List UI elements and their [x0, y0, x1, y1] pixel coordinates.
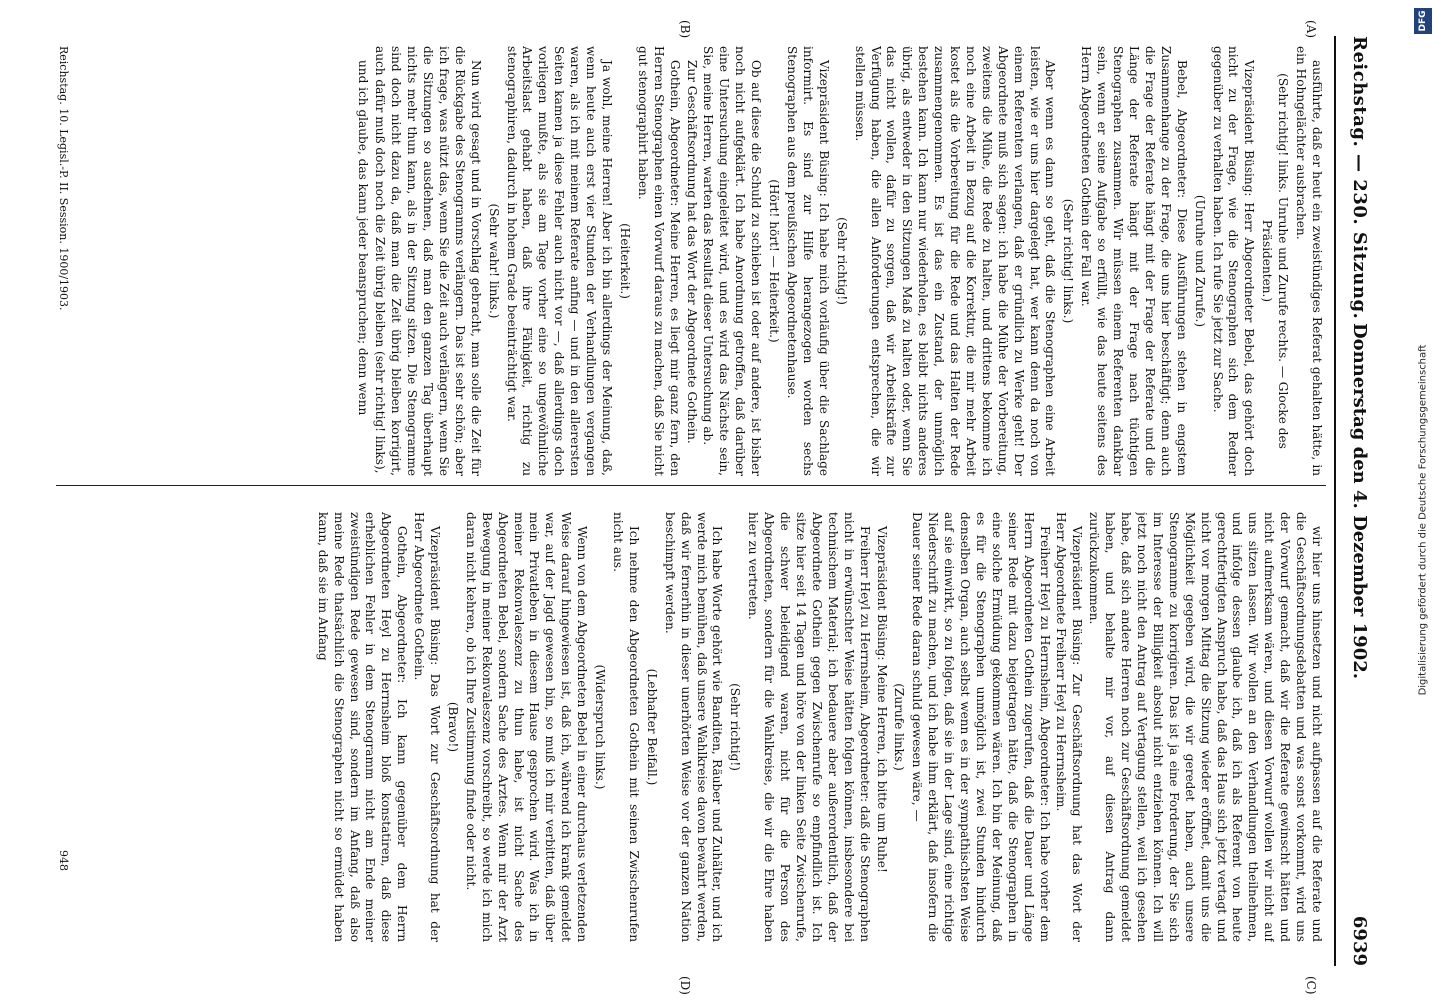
sheet-number: 948 — [57, 850, 70, 871]
paragraph: Ich habe Worte gehört wie Banditen, Räuber und Zuhälter, und ich werde mich bemühen, daß unsere Wahlkreise davon bewahrt werden, daß wir fernerhin in dieser unerhörten Weise vor der ganzen Nation beschimpft werden. — [662, 512, 725, 942]
column-divider — [56, 485, 1326, 486]
right-column — [54, 512, 1324, 942]
margin-marker-b: (B) — [678, 20, 692, 39]
paragraph: Nun wird gesagt und in Vorschlag gebracht, man solle die Zeit für die Rückgabe des Stenogramms verlängern. Das ist sehr schön; aber ich frage, was nützt das, wenn Sie die Zeit auch verlängern, wenn Sie die Sitzungen so ausdehnen, daß man den ganzen Tag überhaupt nichts mehr thun kann, als in der Sitzung sitzen. Die Stenogramme sind doch nicht dazu da, daß man die Zeit übrig bleiben korrigirt, auch dafür muß doch noch die Zeit übrig bleiben (sehr richtig! links), — [373, 46, 483, 476]
paragraph: Aber wenn es dann so geht, daß die Stenographen eine Arbeit leisten, wie er uns hier dargelegt hat, wer kann denn da noch von einem Referenten verlangen, daß er gründlich zu Werke geht! Der Abgeordnete muß sich sagen: ich habe die Mühe der Vorbereitung, zweitens die Mühe, die Rede zu halten, und drittens bekomme ich noch eine Arbeit in Bezug auf die Korrektur, die mir mehr Arbeit kostet als die Vorbereitung für die Rede und das Halten der Rede zusammengenommen. Es ist das ein Zustand, der unmöglich bestehen kann. Ich kann nur wiederholen, es bleibt nichts anderes übrig, als entweder in den Sitzungen Maß zu halten oder, wenn Sie das nicht wollen, dafür zu sorgen, daß wir Arbeitskräfte zur Verfügung haben, die allen Anforderungen entsprechen, die wir stellen müssen. — [852, 46, 1058, 476]
paragraph: Gothein, Abgeordneter: Meine Herren, es liegt mir ganz fern, den Herren Stenographen einen Vorwurf daraus zu machen, daß Sie nicht gut stenographirt haben. — [635, 46, 682, 476]
paragraph: (Zurufe links.) — [892, 683, 907, 771]
paragraph: (Heiterkeit.) — [617, 223, 632, 299]
dfg-logo-text: DFG — [1418, 10, 1428, 32]
paragraph: (Sehr richtig!) — [834, 217, 849, 305]
paragraph: Wenn von dem Abgeordneten Bebel in einer durchaus verletzenden Weise darauf hingewiesen ist, daß ich, während ich krank gemeldet war, auf der Jagd gewesen bin, so muß ich mir verbitten, daß über mein Privatleben in diesem Hause gesprochen wird. Was ich in meiner Rekonvaleszenz zu thun habe, ist nicht Sache des Abgeordneten Bebel, sondern Sache des Arztes. Wenn mir der Arzt Bewegung in meiner Rekonvaleszenz vorschreibt, so werde ich mich daran nicht kehren, ob ich Ihre Zustimmung finde oder nicht. — [463, 512, 590, 942]
paragraph: Vizepräsident Büsing: Zur Geschäftsordnung hat das Wort der Herr Abgeordnete Freiherr Heyl zu Herrnsheim. — [1054, 512, 1085, 942]
header-date: Donnerstag den 4. Dezember 1902. — [1349, 322, 1370, 680]
paragraph: (Hört! hört! — Heiterkeit.) — [767, 179, 782, 343]
paragraph: Gothein, Abgeordneter: Ich kann gegenüber dem Herrn Abgeordneten Heyl zu Herrnsheim bloß konstatiren, daß diese erheblichen Fehler in dem Stenogramm nicht am Ende meiner zweistündigen Rede gewesen sind, sondern im Anfang, daß also meine Rede thatsächlich die Stenographen nicht so ermüdet haben kann, daß sie im Anfang — [315, 512, 410, 942]
paragraph: (Sehr wahr! links.) — [486, 203, 501, 319]
scanned-page — [38, 0, 1398, 1000]
left-column — [54, 46, 1324, 476]
paragraph: Vizepräsident Büsing: Herr Abgeordneter Bebel, das gehört doch nicht zu der Frage, wie die Stenographen sich dem Redner gegenüber zu verhalten haben. Ich rufe Sie jetzt zur Sache. — [1210, 46, 1257, 476]
paragraph: (Sehr richtig! links.) — [1061, 198, 1076, 324]
margin-marker-a: (A) — [1304, 20, 1318, 39]
page-number: 6939 — [1349, 915, 1370, 966]
paragraph: Ob auf diese die Schuld zu schieben ist oder auf andere, ist bisher noch nicht aufgeklärt. Ich habe Anordnung getroffen, daß darüber eine Untersuchung eingeleitet wird, und es wird das Nächste sein, Sie, meine Herren, warten das Resultat dieser Untersuchung ab. — [701, 46, 764, 476]
paragraph: (Unruhe und Zurufe.) — [1192, 194, 1207, 328]
paragraph: wir hier uns hinsetzen und nicht aufpassen auf die Referate und die Geschäftsordnungsdebatten und was sonst vorkommt, wird uns der Vorwurf gemacht, daß wir die Referate gewinscht hätten und nicht aufmerksam wären, und diesen Vorwurf wollen wir nicht auf uns sitzen lassen. Wir wollen an den Verhandlungen theilnehmen, und infolge dessen glaube ich, daß ich als Referent von heute gerechtfertigten Anspruch habe, daß das Haus sich jetzt vertagt und nicht vor morgen Mittag die Sitzung wieder eröffnet, damit uns die Möglichkeit gegeben wird, die wir geredet haben, auch unsere Stenogramme zu korrigiren. Das ist ja eine Forderung, der Sie sich im Interesse der Billigkeit absolut nicht entziehen können. Ich will jetzt noch nicht den Antrag auf Vertagung stellen, weil ich gesehen habe, daß sich andere Herren noch zur Geschäftsordnung gemeldet haben, und behalte mir vor, auf diesen Antrag dann zurückzukommen. — [1087, 512, 1324, 942]
page-header — [1334, 36, 1376, 966]
paragraph: (Sehr richtig! links. Unruhe und Zurufe rechts. — Glocke des Präsidenten.) — [1260, 73, 1291, 449]
page-footer: Reichstag. 10. Legisl.-P. II. Session. 1900/1903. — [57, 46, 70, 311]
margin-marker-c: (C) — [1304, 976, 1318, 995]
paragraph: Freiherr Heyl zu Herrnsheim, Abgeordneter: daß die Stenographen nicht in erwünschter Weise hätten folgen können, insbesondere bei technischem Material; ich bedauere aber außerordentlich, daß der Abgeordnete Gothein gegen Zwischenrufe so empfindlich ist. Ich sitze hier seit 14 Tagen und höre von der linken Seite Zwischenrufe, die schwer beleidigend waren, nicht für die Person des Abgeordneten, sondern für die Wahlkreise, die wir die Ehre haben hier zu vertreten. — [746, 512, 872, 942]
paragraph: (Widerspruch links.) — [593, 664, 608, 790]
paragraph: (Bravo!) — [445, 701, 460, 753]
paragraph: Vizepräsident Büsing: Ich habe mich vorläufig über die Sachlage informirt. Es sind zur Hilfe herangezogen worden sechs Stenographen aus dem preußischen Abgeordnetenhause. — [785, 46, 831, 476]
header-session: Reichstag. — 230. Sitzung. — [1349, 36, 1370, 320]
paragraph: ausführte, daß er heut ein zweistündiges Referat gehalten hätte, in ein Hohngelächter ausbrachen. — [1294, 46, 1324, 476]
paragraph: Bebel, Abgeordneter: Diese Ausführungen stehen in engstem Zusammenhange zu der Frage, die uns hier beschäftigt; denn auch die Frage der Referate hängt mit der Frage der Referate und die Länge der Referate hängt mit der Frage nach tüchtigen Stenographen zusammen. Wir müssen einem Referenten dankbar sein, wenn er seine Aufgabe so erfüllt, wie das heute seitens des Herrn Abgeordneten Gothein der Fall war. — [1079, 46, 1189, 476]
paragraph: Ja wohl, meine Herren! Aber ich bin allerdings der Meinung, daß, wenn heute auch erst vier Stunden der Verhandlungen vergangen waren, als ich mit meinem Referate anfing — und in den allerersten Seiten kamen ja diese Fehler auch nicht vor —, daß allerdings doch vorliegen mußte, als sie am Tage vorher eine so ungewöhnliche Arbeitslast gehabt haben, daß ihre Fähigkeit, richtig zu stenographiren, dadurch in hohem Grade beeinträchtigt war. — [504, 46, 615, 476]
paragraph: Vizepräsident Büsing: Meine Herren, ich bitte um Ruhe! — [874, 526, 889, 873]
digitalization-note: Digitalisierung gefördert durch die Deutsche Forschungsgemeinschaft — [1417, 344, 1429, 696]
dfg-logo — [1414, 8, 1432, 34]
margin-marker-d: (D) — [678, 976, 692, 995]
paragraph: (Sehr richtig!) — [728, 683, 743, 771]
paragraph: Freiherr Heyl zu Herrnsheim, Abgeordneter: Ich habe vorher dem Herrn Abgeordneten Gothein zugerufen, daß die Dauer und Länge seiner Rede mit dazu beigetragen hätte, daß die Stenographen in eine solche Ermüdung gekommen wären. Ich bin der Meinung, daß es für die Stenographen unmöglich ist, zwei Stunden hindurch denselben Organ, auch selbst wenn es in der sympathischsten Weise auf sie einwirkt, so zu folgen, daß sie in der Lage sind, eine richtige Niederschrift zu machen, und ich habe ihm erklärt, daß insofern die Dauer seiner Rede daran schuld gewesen wäre, — — [910, 512, 1052, 942]
paragraph: Zur Geschäftsordnung hat das Wort der Abgeordnete Gothein. — [684, 60, 699, 444]
paragraph: Vizepräsident Büsing: Das Wort zur Geschäftsordnung hat der Herr Abgeordnete Gothein. — [412, 512, 443, 942]
paragraph: und ich glaube, das kann jeder beanspruchen; denn wenn — [356, 60, 371, 416]
paragraph: (Lebhafter Beifall.) — [644, 668, 659, 786]
paragraph: Ich nehme den Abgeordneten Gothein mit seinen Zwischenrufen nicht aus. — [611, 512, 641, 942]
